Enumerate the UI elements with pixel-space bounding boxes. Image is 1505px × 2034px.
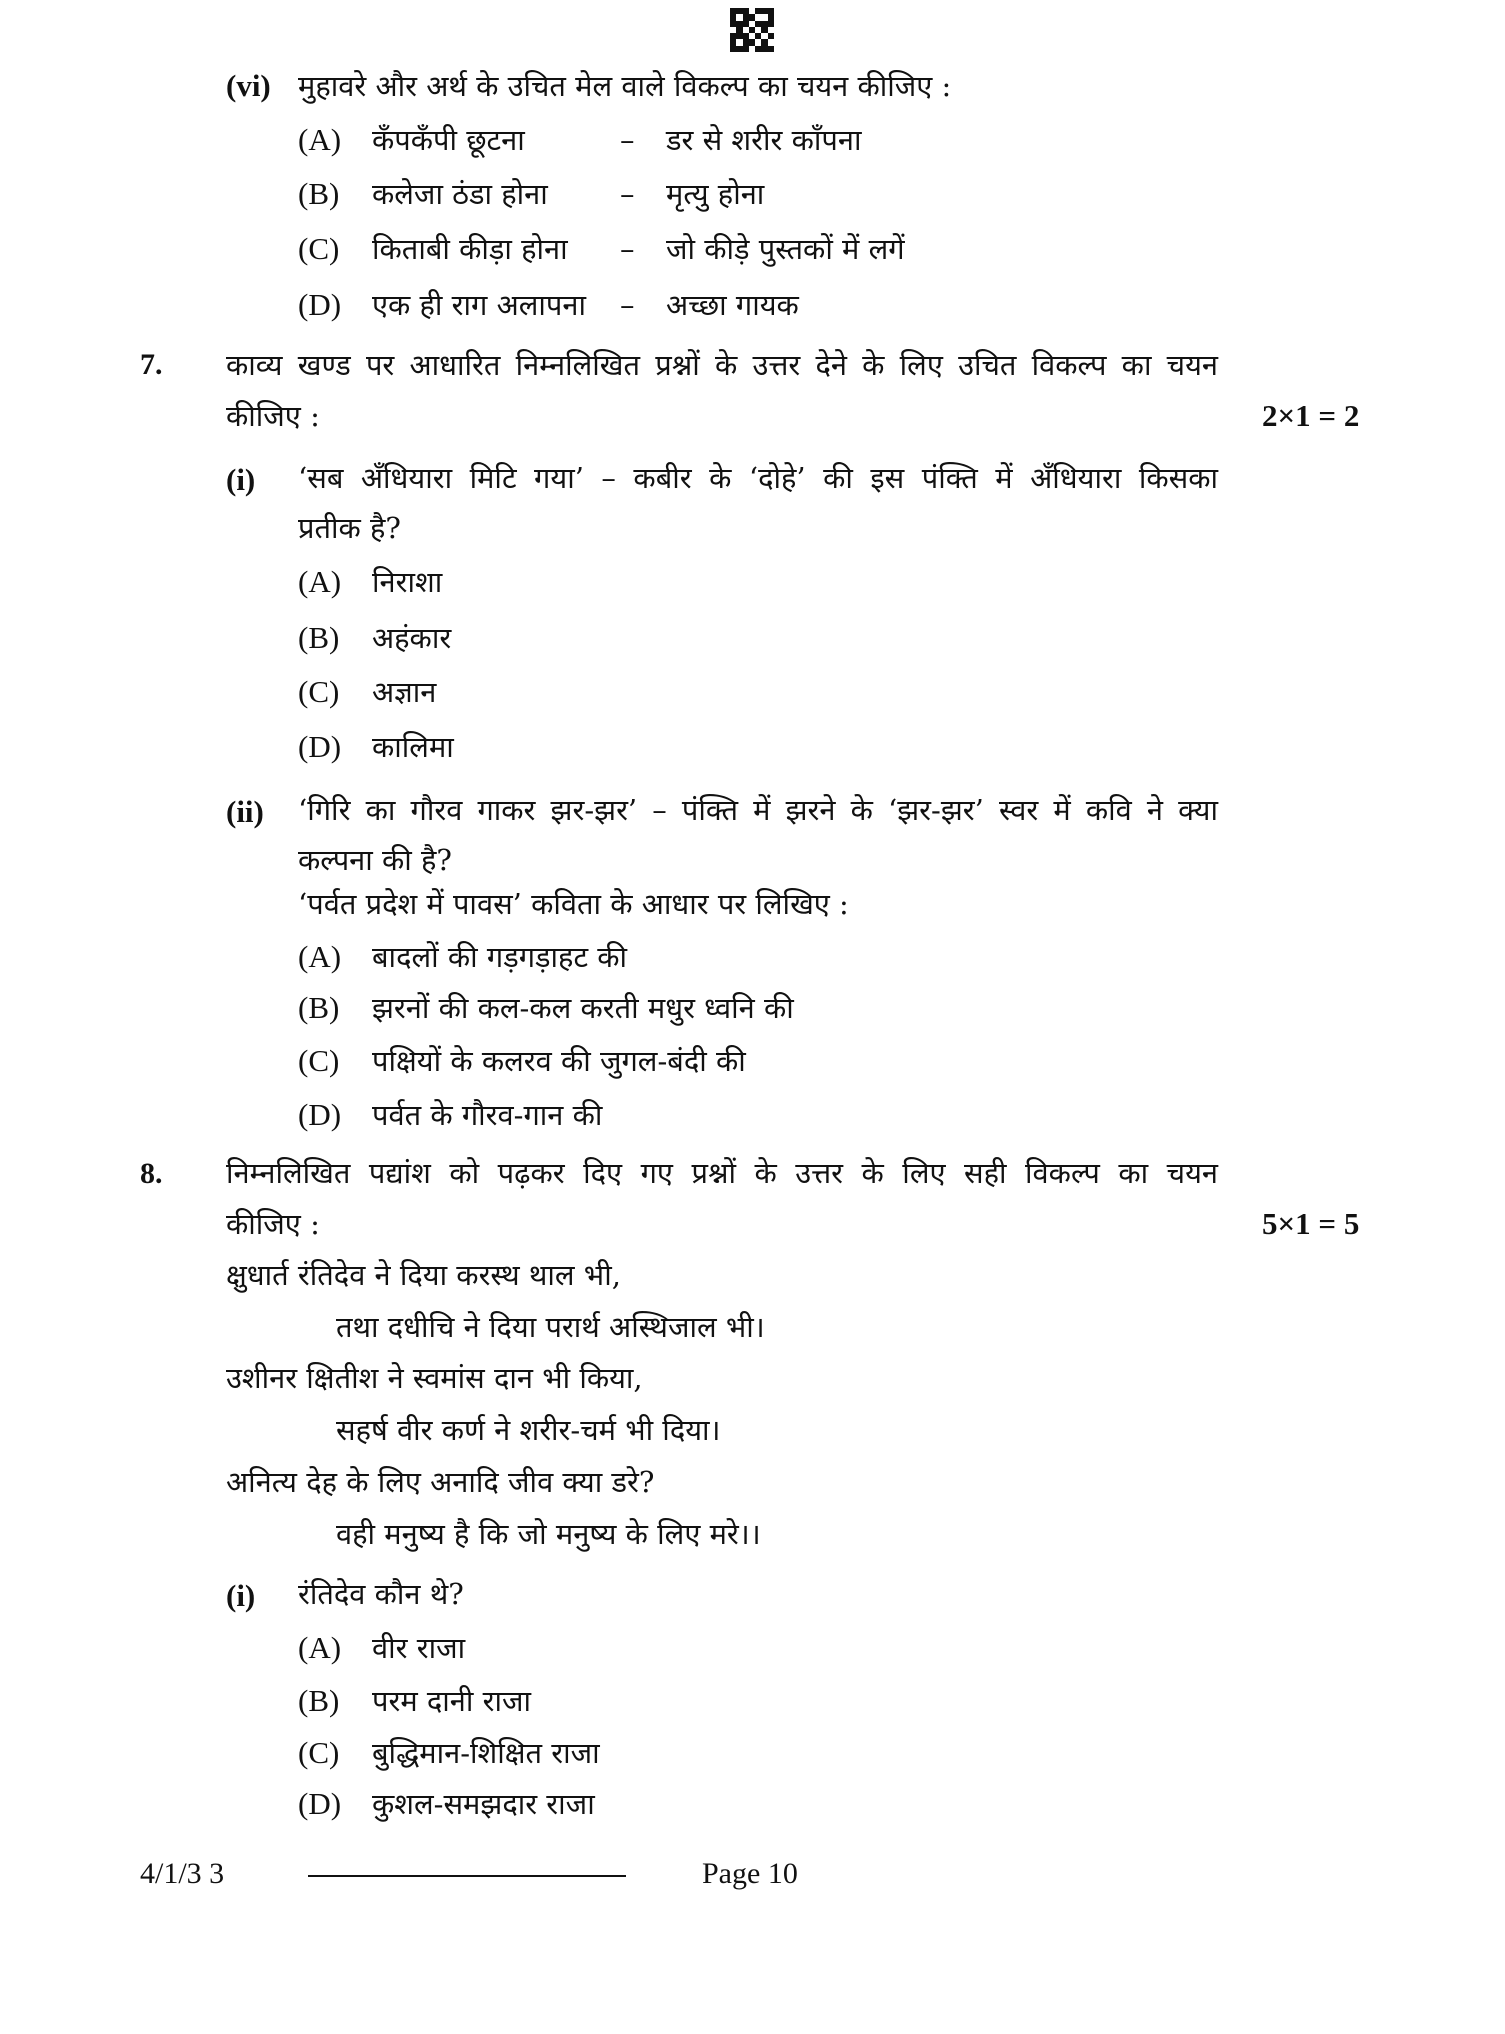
option-letter: (D) bbox=[298, 1097, 342, 1132]
dash: – bbox=[620, 123, 635, 157]
option-text: पक्षियों के कलरव की जुगल-बंदी की bbox=[372, 1044, 746, 1078]
option-letter: (B) bbox=[298, 1683, 340, 1718]
meaning-text: जो कीड़े पुस्तकों में लगें bbox=[666, 232, 905, 266]
poem-line: वही मनुष्य है कि जो मनुष्य के लिए मरे।। bbox=[336, 1517, 761, 1551]
option-letter: (A) bbox=[298, 122, 342, 157]
option-letter: (D) bbox=[298, 287, 342, 322]
question-text-line: काव्य खण्ड पर आधारित निम्नलिखित प्रश्नों के उत्तर देने के लिए उचित विकल्प का चयन bbox=[226, 348, 1218, 382]
question-text-line: निम्नलिखित पद्यांश को पढ़कर दिए गए प्रश्नों के उत्तर के लिए सही विकल्प का चयन bbox=[226, 1156, 1218, 1190]
option-text: कुशल-समझदार राजा bbox=[372, 1787, 595, 1821]
part-label: (i) bbox=[226, 1578, 256, 1613]
marks-label: 5×1 = 5 bbox=[1262, 1206, 1360, 1241]
poem-line: क्षुधार्त रंतिदेव ने दिया करस्थ थाल भी, bbox=[226, 1258, 621, 1292]
idiom-text: एक ही राग अलापना bbox=[372, 288, 586, 322]
option-text: निराशा bbox=[372, 565, 443, 599]
part-label: (ii) bbox=[226, 794, 264, 829]
option-text: परम दानी राजा bbox=[372, 1684, 532, 1718]
paper-code: 4/1/3 3 bbox=[140, 1857, 225, 1890]
option-letter: (B) bbox=[298, 990, 340, 1025]
meaning-text: अच्छा गायक bbox=[666, 288, 799, 322]
poem-line: सहर्ष वीर कर्ण ने शरीर-चर्म भी दिया। bbox=[336, 1413, 721, 1447]
option-letter: (C) bbox=[298, 674, 340, 709]
dash: – bbox=[620, 288, 635, 322]
dash: – bbox=[620, 177, 635, 211]
option-text: पर्वत के गौरव-गान की bbox=[372, 1098, 603, 1132]
option-letter: (A) bbox=[298, 1630, 342, 1665]
option-text: बुद्धिमान-शिक्षित राजा bbox=[372, 1736, 600, 1770]
option-text: झरनों की कल-कल करती मधुर ध्वनि की bbox=[372, 991, 794, 1025]
option-text: अज्ञान bbox=[372, 675, 437, 709]
option-letter: (C) bbox=[298, 1735, 340, 1770]
option-letter: (B) bbox=[298, 176, 340, 211]
part-label: (vi) bbox=[226, 68, 271, 103]
poem-line: तथा दधीचि ने दिया परार्थ अस्थिजाल भी। bbox=[336, 1310, 765, 1344]
sub-question-line: प्रतीक है? bbox=[298, 511, 401, 545]
question-prompt: मुहावरे और अर्थ के उचित मेल वाले विकल्प का चयन कीजिए : bbox=[298, 69, 952, 103]
option-text: बादलों की गड़गड़ाहट की bbox=[372, 940, 628, 974]
qr-code bbox=[730, 8, 774, 52]
sub-question-line: ‘सब अँधियारा मिटि गया’ – कबीर के ‘दोहे’ की इस पंक्ति में अँधियारा किसका bbox=[298, 461, 1218, 495]
poem-line: उशीनर क्षितीश ने स्वमांस दान भी किया, bbox=[226, 1361, 643, 1395]
idiom-text: कँपकँपी छूटना bbox=[372, 123, 525, 157]
dash: – bbox=[620, 232, 635, 266]
meaning-text: मृत्यु होना bbox=[666, 177, 765, 211]
sub-question-line: ‘गिरि का गौरव गाकर झर-झर’ – पंक्ति में झरने के ‘झर-झर’ स्वर में कवि ने क्या bbox=[298, 793, 1218, 827]
question-number: 8. bbox=[140, 1157, 163, 1190]
option-text: अहंकार bbox=[372, 621, 452, 655]
meaning-text: डर से शरीर काँपना bbox=[666, 123, 862, 157]
question-number: 7. bbox=[140, 348, 163, 381]
option-letter: (B) bbox=[298, 620, 340, 655]
option-letter: (D) bbox=[298, 729, 342, 764]
part-label: (i) bbox=[226, 462, 256, 497]
question-text-line: कीजिए : bbox=[226, 399, 320, 433]
option-letter: (C) bbox=[298, 231, 340, 266]
option-letter: (C) bbox=[298, 1043, 340, 1078]
footer-divider bbox=[308, 1875, 626, 1877]
option-letter: (A) bbox=[298, 939, 342, 974]
idiom-text: कलेजा ठंडा होना bbox=[372, 177, 548, 211]
page-number: Page 10 bbox=[702, 1857, 798, 1890]
sub-question-line: रंतिदेव कौन थे? bbox=[298, 1577, 464, 1611]
sub-question-line: कल्पना की है? bbox=[298, 843, 452, 877]
marks-label: 2×1 = 2 bbox=[1262, 398, 1360, 433]
option-letter: (D) bbox=[298, 1786, 342, 1821]
option-letter: (A) bbox=[298, 564, 342, 599]
poem-line: अनित्य देह के लिए अनादि जीव क्या डरे? bbox=[226, 1465, 655, 1499]
option-text: वीर राजा bbox=[372, 1631, 466, 1665]
idiom-text: किताबी कीड़ा होना bbox=[372, 232, 568, 266]
option-text: कालिमा bbox=[372, 730, 454, 764]
sub-question-line: ‘पर्वत प्रदेश में पावस’ कविता के आधार पर लिखिए : bbox=[298, 887, 849, 921]
question-text-line: कीजिए : bbox=[226, 1207, 320, 1241]
